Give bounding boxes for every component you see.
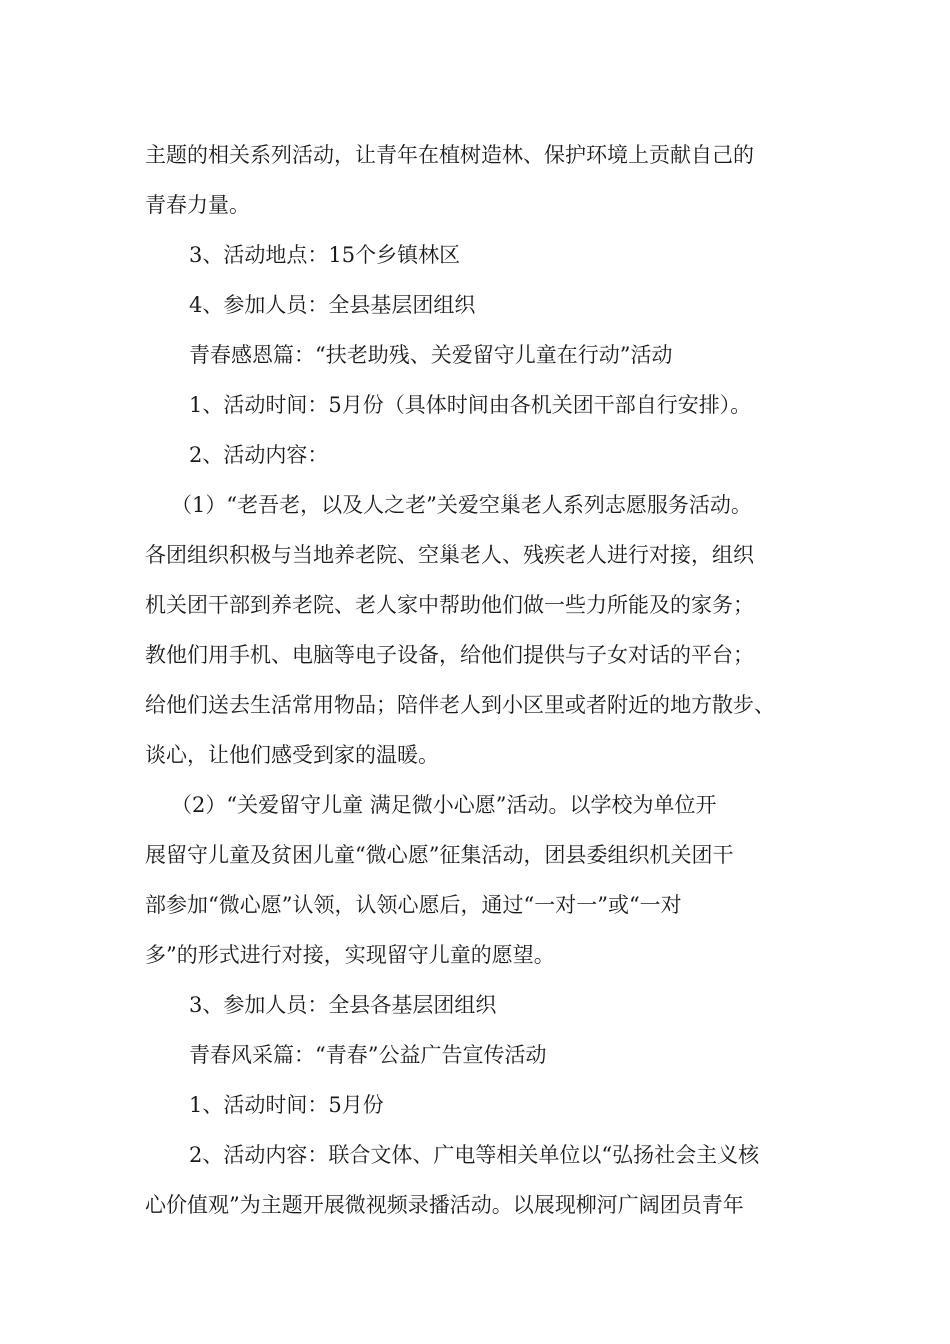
sub-item: （1）“老吾老，以及人之老”关爱空巢老人系列志愿服务活动。 [171, 493, 752, 517]
item-location: 3、活动地点：15个乡镇林区 [189, 243, 461, 267]
item-participants: 3、参加人员：全县各基层团组织 [189, 993, 497, 1017]
document-body [145, 130, 825, 1230]
section-heading: 青春风采篇：“青春”公益广告宣传活动 [189, 1043, 547, 1067]
paragraph-line: 多”的形式进行对接，实现留守儿童的愿望。 [145, 943, 555, 967]
item-content: 2、活动内容：联合文体、广电等相关单位以“弘扬社会主义核 [189, 1143, 760, 1167]
item-time: 1、活动时间：5月份 [189, 1093, 384, 1117]
paragraph-line: 谈心，让他们感受到家的温暖。 [145, 743, 439, 767]
paragraph-line: 部参加“微心愿”认领，认领心愿后，通过“一对一”或“一对 [145, 893, 682, 917]
item-content: 2、活动内容： [189, 443, 329, 467]
paragraph-line: 主题的相关系列活动，让青年在植树造林、保护环境上贡献自己的 [145, 143, 754, 167]
sub-item: （2）“关爱留守儿童 满足微小心愿”活动。以学校为单位开 [171, 793, 717, 817]
paragraph-line: 给他们送去生活常用物品；陪伴老人到小区里或者附近的地方散步、 [145, 693, 775, 717]
item-participants: 4、参加人员：全县基层团组织 [189, 293, 476, 317]
section-heading: 青春感恩篇：“扶老助残、关爱留守儿童在行动”活动 [189, 343, 673, 367]
paragraph-line: 青春力量。 [145, 193, 250, 217]
paragraph-line: 心价值观”为主题开展微视频录播活动。以展现柳河广阔团员青年 [145, 1193, 744, 1217]
paragraph-line: 教他们用手机、电脑等电子设备，给他们提供与子女对话的平台； [145, 643, 754, 667]
item-time: 1、活动时间：5月份（具体时间由各机关团干部自行安排）。 [189, 393, 752, 417]
paragraph-line: 各团组织积极与当地养老院、空巢老人、残疾老人进行对接，组织 [145, 543, 754, 567]
paragraph-line: 展留守儿童及贫困儿童“微心愿”征集活动，团县委组织机关团干 [145, 843, 734, 867]
paragraph-line: 机关团干部到养老院、老人家中帮助他们做一些力所能及的家务； [145, 593, 754, 617]
